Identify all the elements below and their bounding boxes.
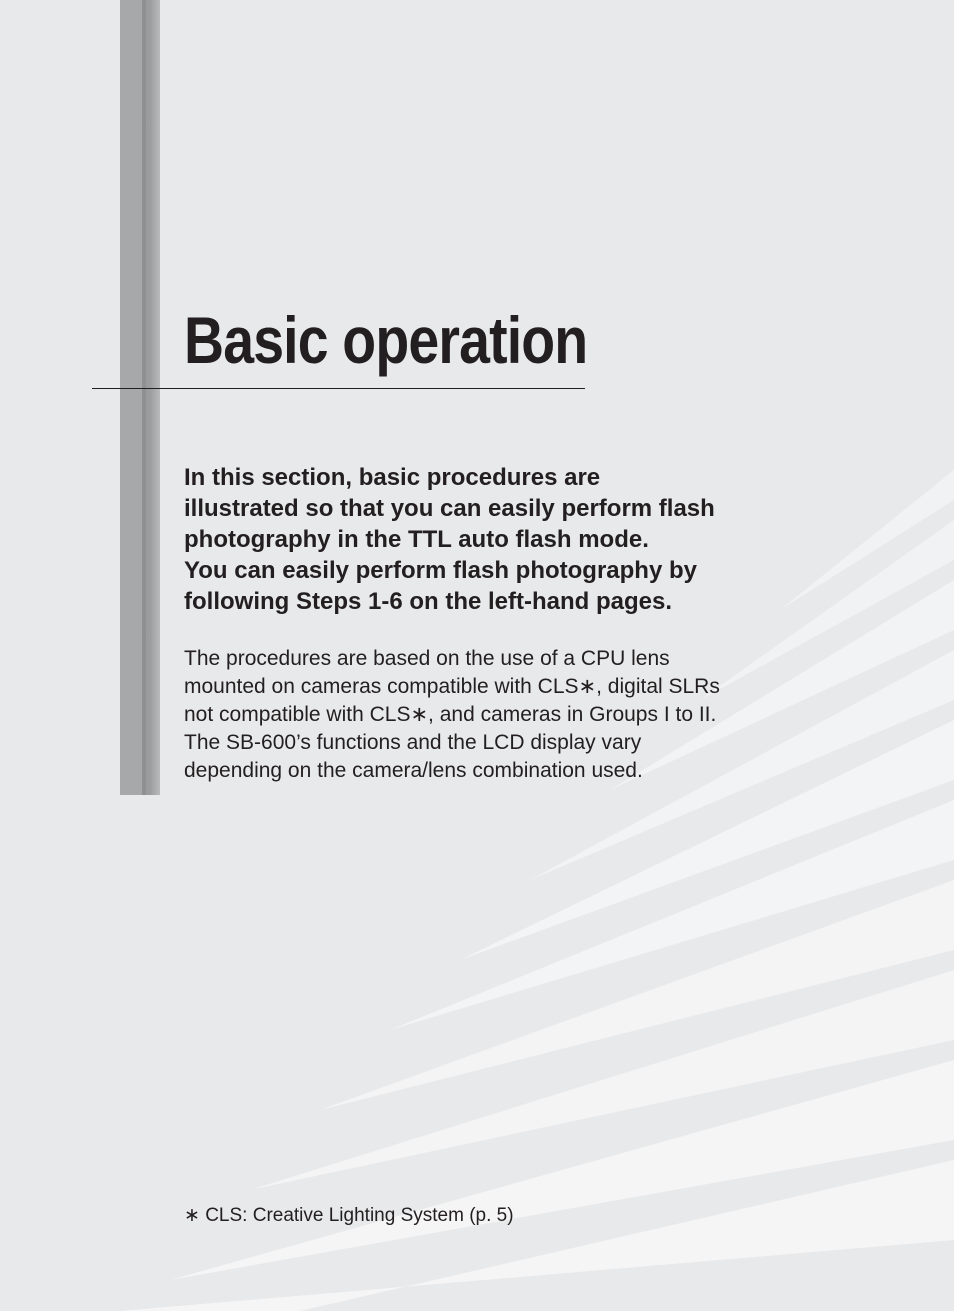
lead-line: following Steps 1-6 on the left-hand pages. [184, 588, 673, 615]
chapter-side-bar [120, 0, 160, 795]
body-paragraph [184, 645, 784, 785]
body-line: not compatible with CLS∗, and cameras in Groups I to II. [184, 703, 717, 726]
footnote: ∗ CLS: Creative Lighting System (p. 5) [184, 1205, 514, 1226]
page-title: Basic operation [184, 303, 588, 377]
body-line: depending on the camera/lens combination used. [184, 759, 643, 782]
title-underline [92, 388, 585, 389]
side-bar-edge [142, 0, 146, 795]
lead-line: In this section, basic procedures are [184, 464, 601, 491]
lead-line: illustrated so that you can easily perform flash [184, 495, 715, 522]
lead-line: You can easily perform flash photography by [184, 557, 697, 584]
body-line: mounted on cameras compatible with CLS∗, digital SLRs [184, 675, 720, 698]
lead-paragraph [184, 462, 784, 617]
lead-line: photography in the TTL auto flash mode. [184, 526, 649, 553]
body-line: The SB-600’s functions and the LCD display vary [184, 731, 642, 754]
body-line: The procedures are based on the use of a CPU lens [184, 647, 670, 670]
